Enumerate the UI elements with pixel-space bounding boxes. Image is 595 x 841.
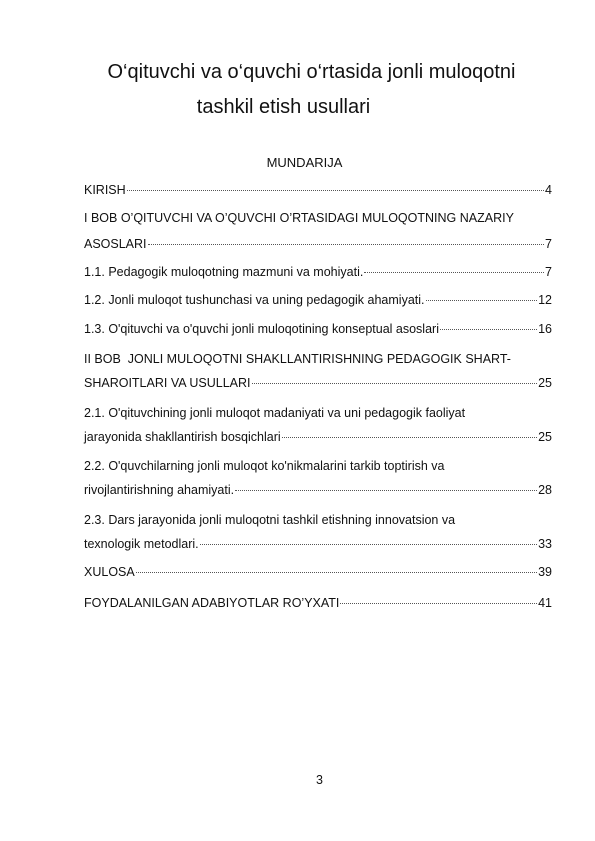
toc-entry-page: 25 <box>538 376 552 390</box>
toc-leader-dots <box>235 490 537 491</box>
toc-leader-dots <box>200 544 537 545</box>
toc-entry-page: 39 <box>538 565 552 579</box>
toc-entry-1-3 <box>84 318 552 340</box>
toc-entry-text: ASOSLARI <box>84 237 147 251</box>
toc-leader-dots <box>440 329 537 330</box>
toc-entry-1-1 <box>84 261 552 283</box>
toc-entry-text: 1.3. O'qituvchi va o'quvchi jonli muloqotining konseptual asoslari <box>84 322 439 336</box>
toc-entry-page: 33 <box>538 537 552 551</box>
toc-entry-text: 1.2. Jonli muloqot tushunchasi va uning pedagogik ahamiyati. <box>84 293 425 307</box>
page-number: 3 <box>316 773 323 787</box>
toc-entry-text-line-1: I BOB O’QITUVCHI VA O’QUVCHI O’RTASIDAGI MULOQOTNING NAZARIY <box>84 211 514 225</box>
toc-leader-dots <box>340 603 537 604</box>
toc-entry-bibliography <box>84 592 552 614</box>
toc-entry-2-2 <box>84 455 552 501</box>
toc-entry-text: XULOSA <box>84 565 135 579</box>
toc-entry-chapter-1 <box>84 207 552 255</box>
toc-entry-page: 4 <box>545 183 552 197</box>
toc-entry-page: 28 <box>538 483 552 497</box>
toc-entry-page: 25 <box>538 430 552 444</box>
toc-entry-page: 7 <box>545 265 552 279</box>
toc-leader-dots <box>426 300 538 301</box>
toc-entry-page: 16 <box>538 322 552 336</box>
toc-leader-dots <box>364 272 544 273</box>
toc-entry-page: 7 <box>545 237 552 251</box>
toc-entry-conclusion <box>84 561 552 583</box>
toc-entry-page: 41 <box>538 596 552 610</box>
toc-entry-text-line-1: 2.2. O'quvchilarning jonli muloqot ko'nikmalarini tarkib toptirish va <box>84 459 445 473</box>
toc-entry-text: rivojlantirishning ahamiyati. <box>84 483 235 497</box>
toc-leader-dots <box>252 383 538 384</box>
toc-entry-introduction <box>84 179 552 201</box>
toc-entry-text: 1.1. Pedagogik muloqotning mazmuni va mohiyati. <box>84 265 364 279</box>
toc-entry-chapter-2 <box>84 348 552 394</box>
toc-entry-text: FOYDALANILGAN ADABIYOTLAR RO’YXATI <box>84 596 340 610</box>
toc-leader-dots <box>148 244 545 245</box>
toc-entry-text-line-1: II BOB JONLI MULOQOTNI SHAKLLANTIRISHNING PEDAGOGIK SHART- <box>84 352 511 366</box>
toc-entry-2-1 <box>84 402 552 448</box>
toc-entry-text: SHAROITLARI VA USULLARI <box>84 376 251 390</box>
toc-entry-1-2 <box>84 289 552 311</box>
document-title-line-1: O‘qituvchi va o‘quvchi o‘rtasida jonli muloqotni <box>107 61 516 83</box>
toc-entry-text-line-1: 2.1. O'qituvchining jonli muloqot madaniyati va uni pedagogik faoliyat <box>84 406 466 420</box>
toc-leader-dots <box>127 190 544 191</box>
toc-entry-text: KIRISH <box>84 183 126 197</box>
toc-leader-dots <box>136 572 537 573</box>
toc-entry-text: jarayonida shakllantirish bosqichlari <box>84 430 281 444</box>
document-title-line-2: tashkil etish usullari <box>196 96 371 118</box>
toc-entry-2-3 <box>84 509 552 555</box>
toc-entry-text-line-1: 2.3. Dars jarayonida jonli muloqotni tashkil etishning innovatsion va <box>84 513 456 527</box>
toc-entry-text: texnologik metodlari. <box>84 537 199 551</box>
toc-entry-page: 12 <box>538 293 552 307</box>
toc-heading: MUNDARIJA <box>266 155 343 170</box>
toc-leader-dots <box>282 437 537 438</box>
